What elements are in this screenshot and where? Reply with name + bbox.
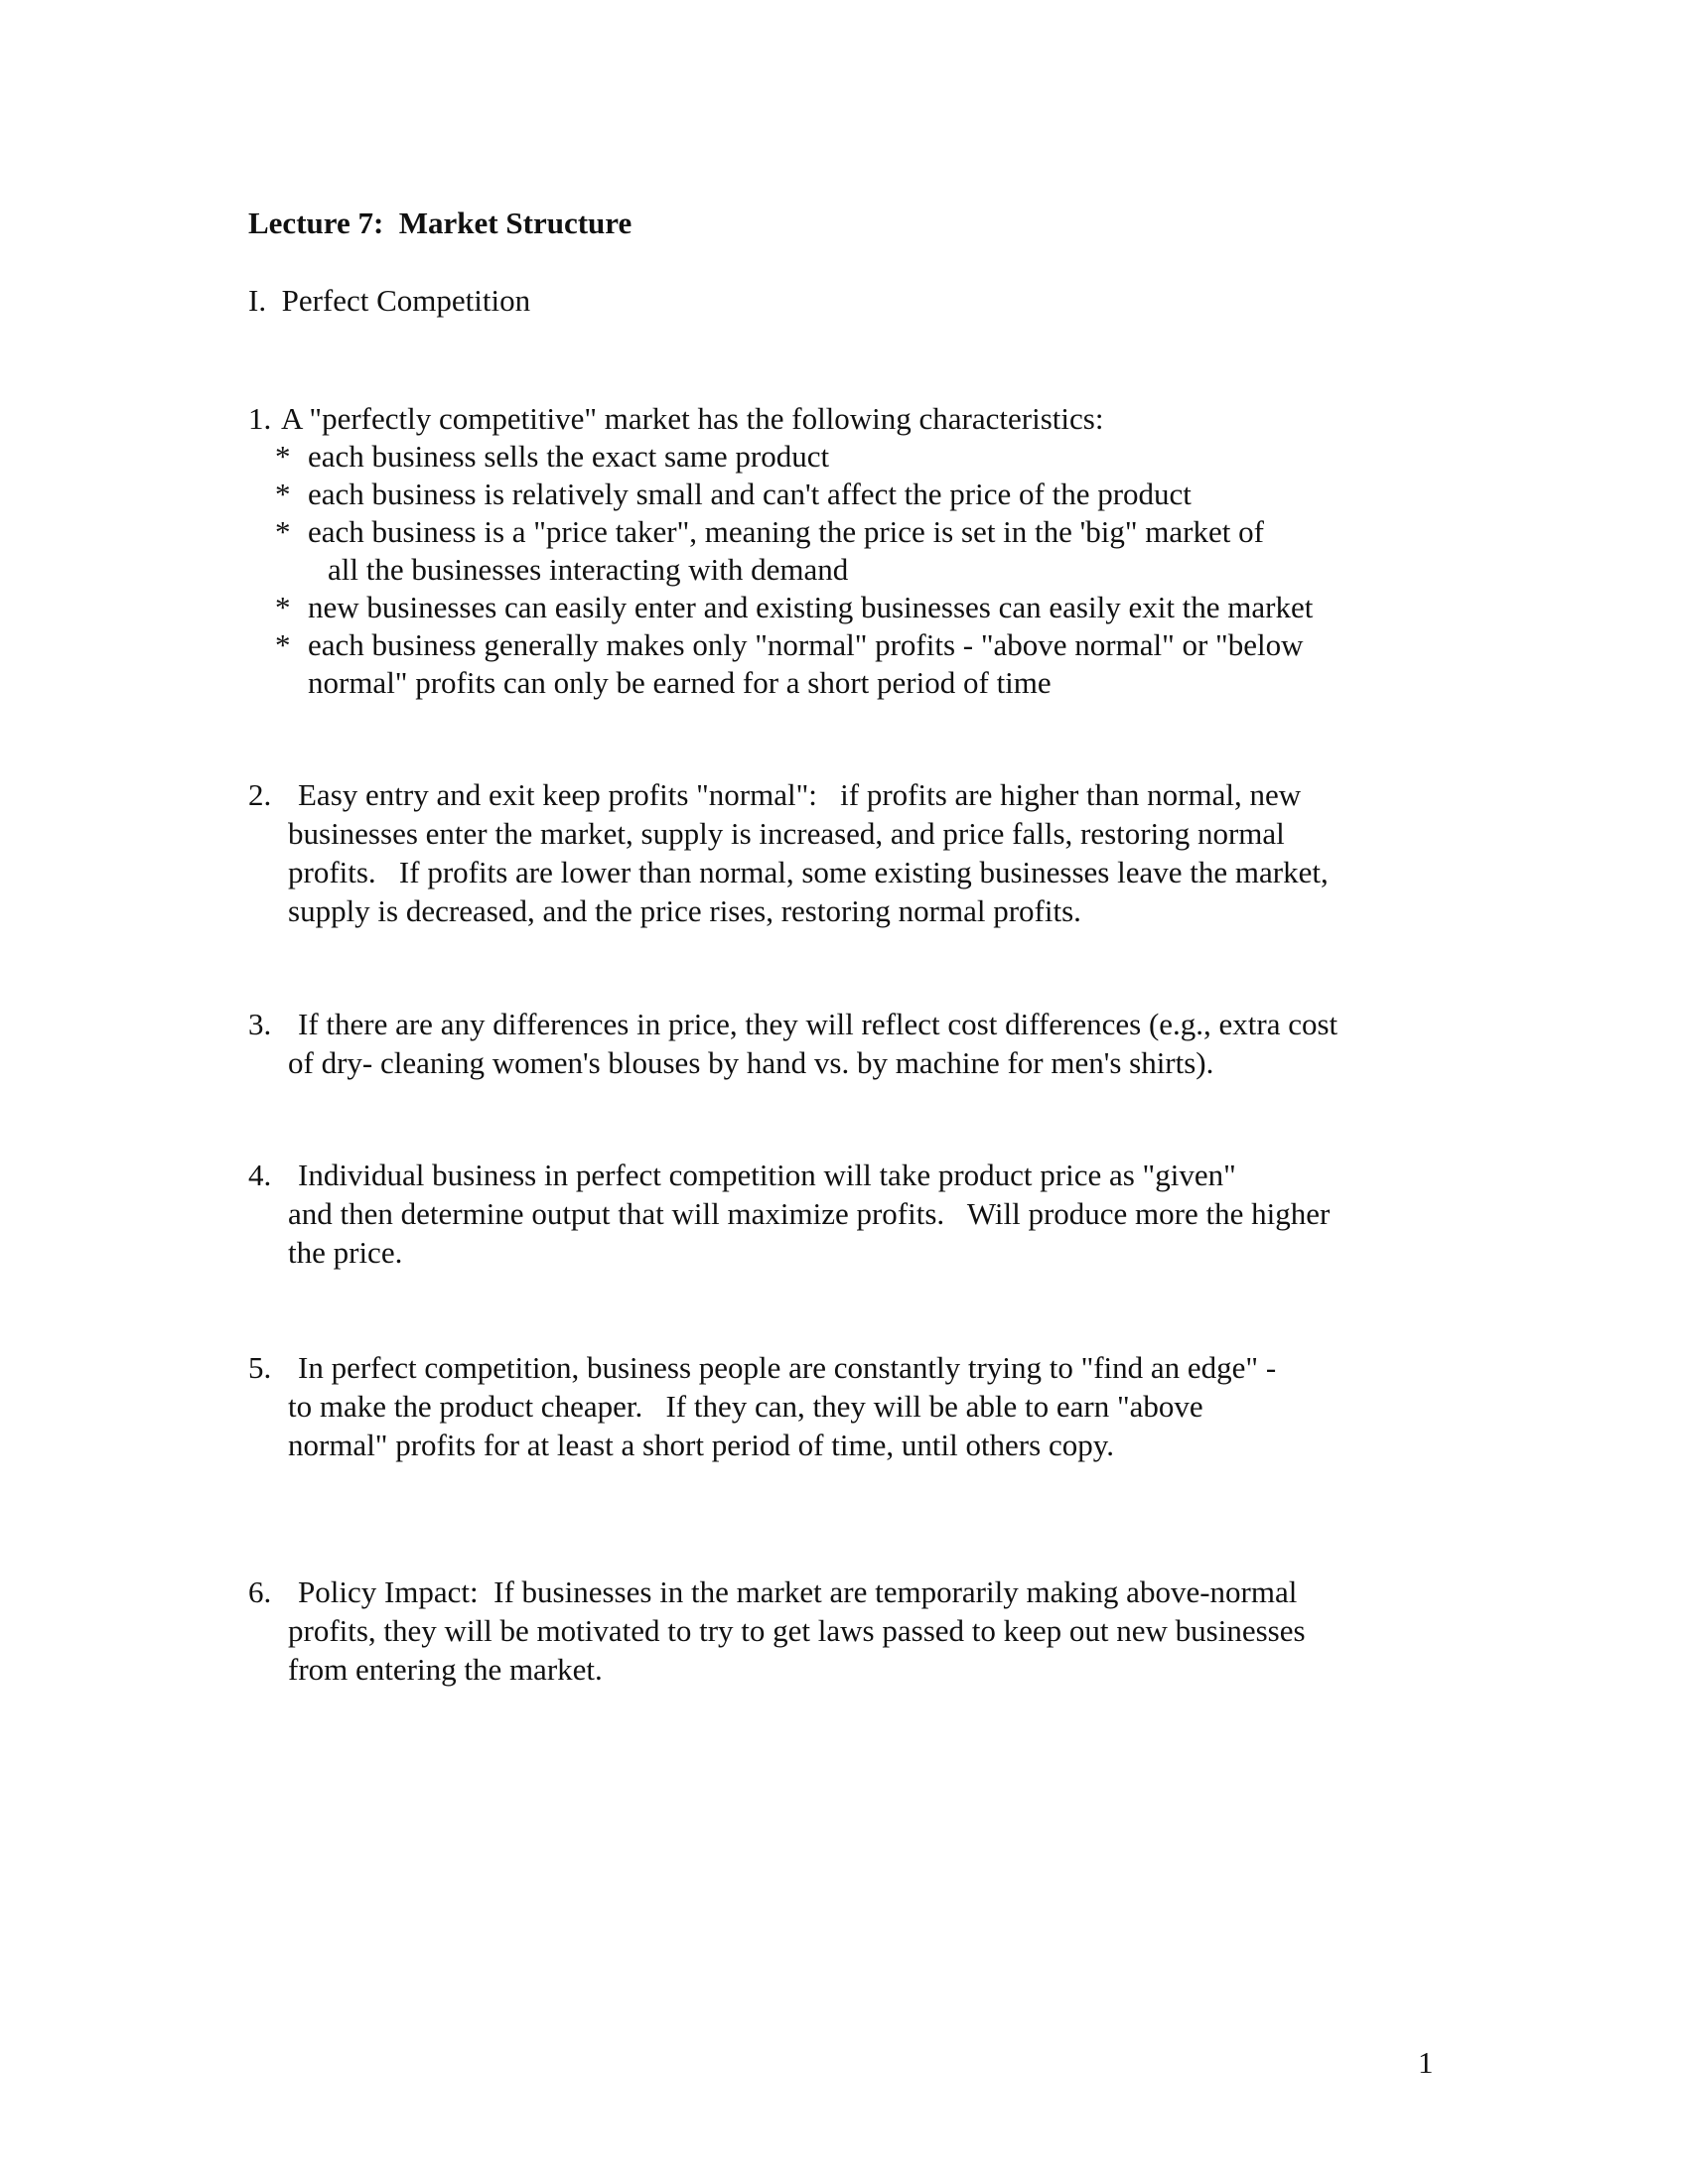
item-6-line-3: from entering the market. <box>288 1652 603 1687</box>
item-6-line-1 <box>248 1572 1297 1611</box>
bullet-text: each business is relatively small and can't affect the price of the product <box>308 477 1192 511</box>
item-4-line-1 <box>248 1156 1236 1194</box>
item-2-line-2: businesses enter the market, supply is increased, and price falls, restoring normal <box>288 816 1285 851</box>
item-1-number: 1. <box>248 401 272 436</box>
item-5-line-3: normal" profits for at least a short period of time, until others copy. <box>288 1428 1114 1462</box>
item-2-line-3: profits. If profits are lower than normal, some existing businesses leave the market, <box>288 855 1329 889</box>
item-2-text: Easy entry and exit keep profits "normal": if profits are higher than normal, new <box>298 777 1302 812</box>
item-4-number: 4. <box>248 1158 272 1192</box>
page-number: 1 <box>1418 2045 1434 2080</box>
section-heading: I. Perfect Competition <box>248 283 531 318</box>
item-4-line-3: the price. <box>288 1235 403 1270</box>
item-5-line-2: to make the product cheaper. If they can, they will be able to earn "above <box>288 1389 1203 1424</box>
item-3-line-2: of dry- cleaning women's blouses by hand vs. by machine for men's shirts). <box>288 1045 1214 1080</box>
item-2-line-4: supply is decreased, and the price rises, restoring normal profits. <box>288 893 1081 928</box>
item-2-line-1 <box>248 775 1301 814</box>
item-6-number: 6. <box>248 1574 272 1609</box>
bullet-text: new businesses can easily enter and existing businesses can easily exit the market <box>308 590 1314 624</box>
item-1-bullet-4 <box>275 588 1313 626</box>
item-1-bullet-3-continuation: all the businesses interacting with demand <box>328 552 849 587</box>
page-title: Lecture 7: Market Structure <box>248 205 633 240</box>
asterisk-bullet: * <box>275 439 291 474</box>
item-5-line-1 <box>248 1348 1276 1387</box>
item-4-text: Individual business in perfect competition will take product price as "given" <box>298 1158 1236 1192</box>
bullet-text: each business sells the exact same product <box>308 439 830 474</box>
item-1-bullet-1 <box>275 437 829 476</box>
item-6-line-2: profits, they will be motivated to try to get laws passed to keep out new businesses <box>288 1613 1306 1648</box>
bullet-text: each business generally makes only "normal" profits - "above normal" or "below <box>308 627 1304 662</box>
item-5-text: In perfect competition, business people are constantly trying to "find an edge" - <box>298 1350 1277 1385</box>
asterisk-bullet: * <box>275 477 291 511</box>
asterisk-bullet: * <box>275 627 291 662</box>
item-1-bullet-5-continuation: normal" profits can only be earned for a short period of time <box>308 665 1052 700</box>
item-6-text: Policy Impact: If businesses in the market are temporarily making above-normal <box>298 1574 1298 1609</box>
item-1-lead-text: A "perfectly competitive" market has the following characteristics: <box>281 401 1104 436</box>
item-1-bullet-5 <box>275 625 1303 664</box>
asterisk-bullet: * <box>275 514 291 549</box>
item-1-bullet-3 <box>275 512 1264 551</box>
item-3-text: If there are any differences in price, they will reflect cost differences (e.g., extra cost <box>298 1007 1338 1041</box>
item-3-line-1 <box>248 1005 1337 1043</box>
item-4-line-2: and then determine output that will maximize profits. Will produce more the higher <box>288 1196 1331 1231</box>
item-2-number: 2. <box>248 777 272 812</box>
item-5-number: 5. <box>248 1350 272 1385</box>
item-1-bullet-2 <box>275 475 1192 513</box>
bullet-text: each business is a "price taker", meaning the price is set in the 'big" market of <box>308 514 1264 549</box>
item-1-lead <box>248 399 1103 438</box>
item-3-number: 3. <box>248 1007 272 1041</box>
asterisk-bullet: * <box>275 590 291 624</box>
